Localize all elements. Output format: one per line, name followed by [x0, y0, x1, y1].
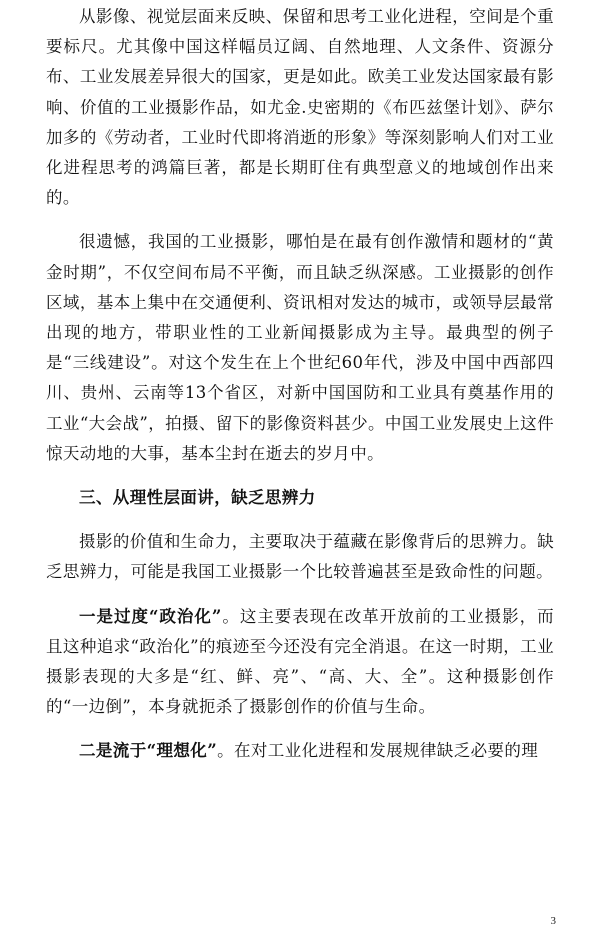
paragraph-critical-thinking: 摄影的价值和生命力，主要取决于蕴藏在影像背后的思辨力。缺乏思辨力，可能是我国工业摄影一个比较普遍甚至是致命性的问题。 — [46, 532, 554, 582]
paragraph-politicization — [46, 602, 554, 723]
idealization-text: 。在对工业化进程和发展规律缺乏必要的理 — [217, 741, 539, 761]
paragraph-spatial-scale: 从影像、视觉层面来反映、保留和思考工业化进程，空间是个重要标尺。尤其像中国这样幅员辽阔、自然地理、人文条件、资源分布、工业发展差异很大的国家，更是如此。欧美工业发达国家最有影响、价值的工业摄影作品，如尤金.史密期的《布匹兹堡计划》、萨尔加多的《劳动者，工业时代即将消逝的形象》等深刻影响人们对工业化进程思考的鸿篇巨著，都是长期盯住有典型意义的地域创作出来的。 — [46, 7, 554, 208]
lead-idealization: 二是流于“理想化” — [79, 741, 218, 761]
lead-politicization: 一是过度“政治化” — [79, 606, 222, 626]
paragraph-idealization — [46, 736, 554, 766]
politicization-text: 。这主要表现在改革开放前的工业摄影，而且这种追求“政治化”的痕迹至今还没有完全消退。在这一时期，工业摄影表现的大多是“红、鲜、亮”、“高、大、全”。这种摄影创作的“一边倒”，本身就扼杀了摄影创作的价值与生命。 — [46, 606, 554, 717]
paragraph-golden-age: 很遗憾，我国的工业摄影，哪怕是在最有创作激情和题材的“黄金时期”，不仅空间布局不平衡，而且缺乏纵深感。工业摄影的创作区域，基本上集中在交通便利、资讯相对发达的城市，或领导层最常出现的地方，带职业性的工业新闻摄影成为主导。最典型的例子是“三线建设”。对这个发生在上个世纪60年代，涉及中国中西部四川、贵州、云南等13个省区，对新中国国防和工业具有奠基作用的工业“大会战”，拍摄、留下的影像资料甚少。中国工业发展史上这件惊天动地的大事，基本尘封在逝去的岁月中。 — [46, 232, 554, 463]
section-heading: 三、从理性层面讲，缺乏思辨力 — [79, 488, 316, 508]
page-number: 3 — [550, 915, 556, 927]
document-body — [46, 2, 554, 767]
